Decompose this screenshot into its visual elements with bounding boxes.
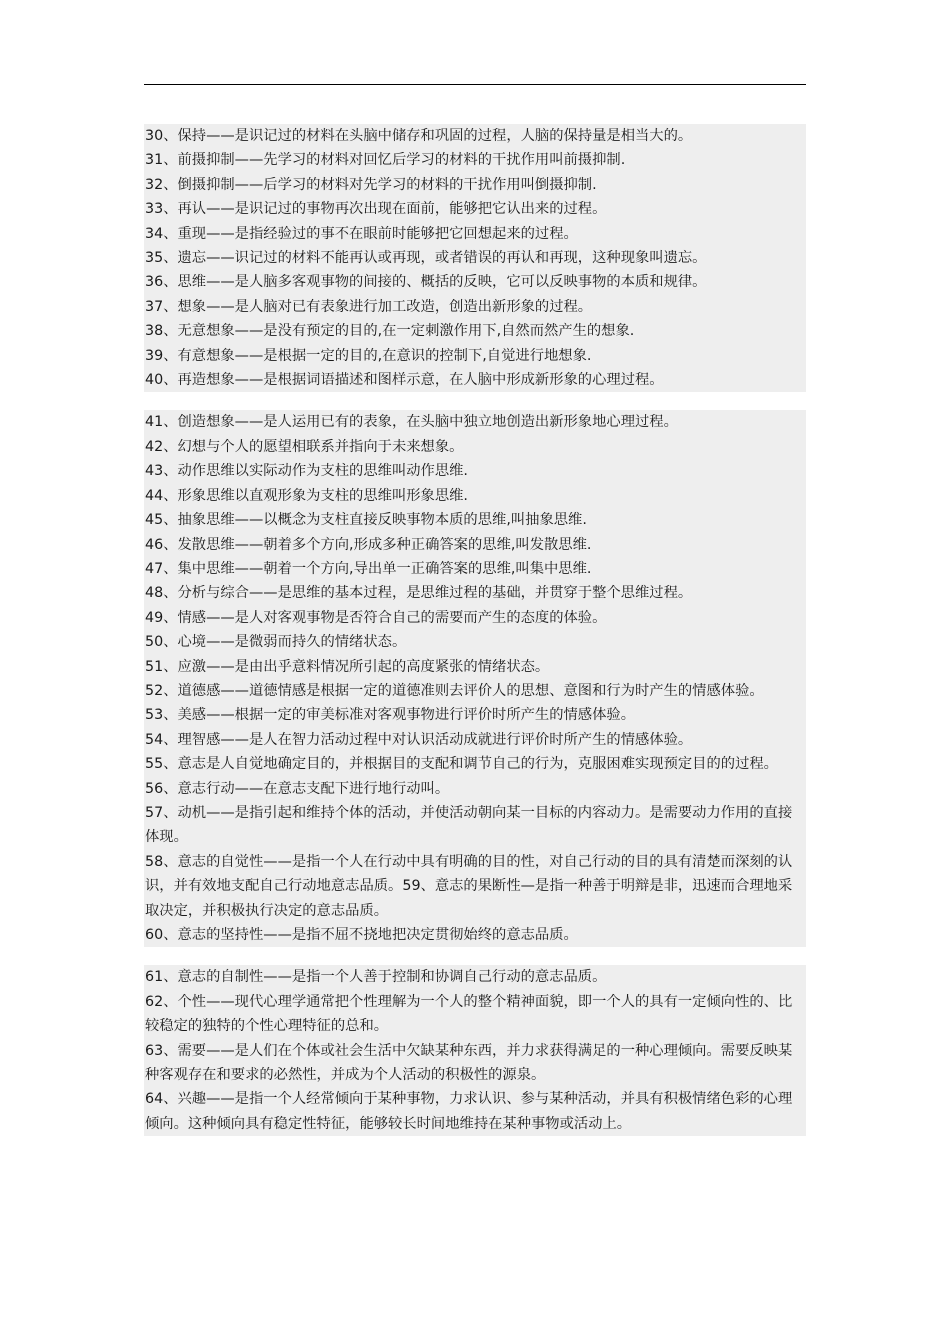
definition-item: 58、意志的自觉性——是指一个人在行动中具有明确的目的性，对自己行动的目的具有清楚而深刻的认识，并有效地支配自己行动地意志品质。59、意志的果断性—是指一种善于明辩是非，迅速而合理地采取决定，并积极执行决定的意志品质。: [145, 853, 793, 919]
section-41-60: [144, 410, 806, 947]
section-gap: [144, 947, 806, 965]
definition-item: 44、形象思维以直观形象为支柱的思维叫形象思维.: [145, 487, 468, 504]
definition-item: 37、想象——是人脑对已有表象进行加工改造，创造出新形象的过程。: [145, 298, 593, 315]
definition-item: 52、道德感——道德情感是根据一定的道德准则去评价人的思想、意图和行为时产生的情感体验。: [145, 682, 764, 699]
definition-item: 54、理智感——是人在智力活动过程中对认识活动成就进行评价时所产生的情感体验。: [145, 731, 693, 748]
definition-item: 43、动作思维以实际动作为支柱的思维叫动作思维.: [145, 463, 468, 480]
definition-item: 36、思维——是人脑多客观事物的间接的、概括的反映，它可以反映事物的本质和规律。: [145, 274, 707, 291]
definition-item: 64、兴趣——是指一个人经常倾向于某种事物，力求认识、参与某种活动，并具有积极情绪色彩的心理倾向。这种倾向具有稳定性特征，能够较长时间地维持在某种事物或活动上。: [145, 1091, 793, 1132]
definition-item: 51、应激——是由出乎意料情况所引起的高度紧张的情绪状态。: [145, 658, 550, 675]
document-body: [144, 124, 806, 1136]
definition-item: 31、前摄抑制——先学习的材料对回忆后学习的材料的干扰作用叫前摄抑制.: [145, 152, 626, 169]
definition-item: 41、创造想象——是人运用已有的表象，在头脑中独立地创造出新形象地心理过程。: [145, 414, 678, 431]
section-61-64: [144, 965, 806, 1136]
definition-item: 38、无意想象——是没有预定的目的,在一定刺激作用下,自然而然产生的想象.: [145, 323, 635, 340]
definition-item: 30、保持——是识记过的材料在头脑中储存和巩固的过程，人脑的保持量是相当大的。: [145, 128, 693, 144]
definition-item: 48、分析与综合——是思维的基本过程，是思维过程的基础，并贯穿于整个思维过程。: [145, 585, 693, 602]
definition-item: 33、再认——是识记过的事物再次出现在面前，能够把它认出来的过程。: [145, 201, 607, 218]
definition-item: 53、美感——根据一定的审美标准对客观事物进行评价时所产生的情感体验。: [145, 707, 635, 724]
definition-item: 35、遗忘——识记过的材料不能再认或再现，或者错误的再认和再现，这种现象叫遗忘。: [145, 250, 707, 267]
section-30-40: [144, 124, 806, 392]
definition-item: 42、幻想与个人的愿望相联系并指向于未来想象。: [145, 438, 464, 455]
definition-item: 57、动机——是指引起和维持个体的活动，并使活动朝向某一目标的内容动力。是需要动力作用的直接体现。: [145, 804, 793, 846]
definition-item: 63、需要——是人们在个体或社会生活中欠缺某种东西，并力求获得满足的一种心理倾向。需要反映某种客观存在和要求的必然性，并成为个人活动的积极性的源泉。: [145, 1042, 793, 1084]
definition-item: 45、抽象思维——以概念为支柱直接反映事物本质的思维,叫抽象思维.: [145, 512, 587, 529]
definition-item: 40、再造想象——是根据词语描述和图样示意，在人脑中形成新形象的心理过程。: [145, 372, 664, 389]
definition-item: 56、意志行动——在意志支配下进行地行动叫。: [145, 780, 450, 797]
definition-item: 32、倒摄抑制——后学习的材料对先学习的材料的干扰作用叫倒摄抑制.: [145, 176, 597, 193]
definition-item: 47、集中思维——朝着一个方向,导出单一正确答案的思维,叫集中思维.: [145, 560, 592, 577]
definition-item: 49、情感——是人对客观事物是否符合自己的需要而产生的态度的体验。: [145, 609, 607, 626]
definition-item: 60、意志的坚持性——是指不屈不挠地把决定贯彻始终的意志品质。: [145, 927, 578, 943]
header-rule: [144, 84, 806, 85]
definition-item: 62、个性——现代心理学通常把个性理解为一个人的整个精神面貌，即一个人的具有一定倾向性的、比较稳定的独特的个性心理特征的总和。: [145, 993, 793, 1035]
definition-item: 39、有意想象——是根据一定的目的,在意识的控制下,自觉进行地想象.: [145, 347, 592, 364]
definition-item: 55、意志是人自觉地确定目的，并根据目的支配和调节自己的行为，克服困难实现预定目的的过程。: [145, 756, 778, 773]
section-gap: [144, 392, 806, 410]
definition-item: 50、心境——是微弱而持久的情绪状态。: [145, 634, 407, 651]
definition-item: 34、重现——是指经验过的事不在眼前时能够把它回想起来的过程。: [145, 225, 578, 242]
definition-item: 61、意志的自制性——是指一个人善于控制和协调自己行动的意志品质。: [145, 969, 607, 986]
definition-item: 46、发散思维——朝着多个方向,形成多种正确答案的思维,叫发散思维.: [145, 536, 592, 553]
